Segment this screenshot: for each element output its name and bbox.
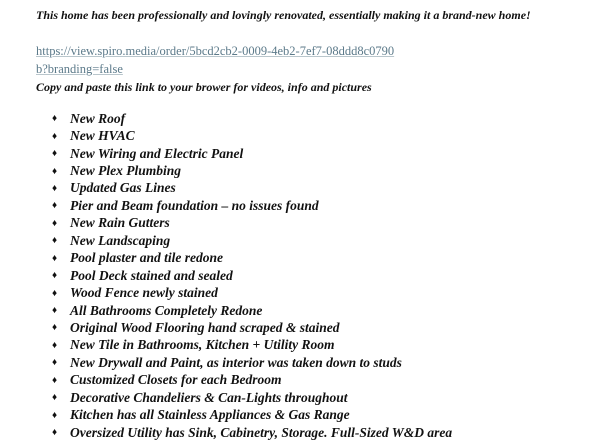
diamond-bullet-icon: ♦ [52,374,58,386]
list-item [52,424,452,441]
list-item [52,284,452,301]
diamond-bullet-icon: ♦ [52,305,58,317]
list-item [52,215,452,232]
feature-text: Wood Fence newly stained [70,285,218,301]
feature-text: New Drywall and Paint, as interior was taken down to studs [70,354,402,370]
feature-text: New Roof [70,110,126,126]
feature-text: Original Wood Flooring hand scraped & stained [70,319,340,335]
diamond-bullet-icon: ♦ [52,287,58,299]
list-item [52,110,452,127]
list-item [52,319,452,336]
diamond-bullet-icon: ♦ [52,409,58,421]
diamond-bullet-icon: ♦ [52,113,58,125]
feature-text: Kitchen has all Stainless Appliances & Gas Range [70,407,350,423]
diamond-bullet-icon: ♦ [52,217,58,229]
list-item [52,197,452,214]
intro-text: This home has been professionally and lovingly renovated, essentially making it a brand-new home! [36,8,531,22]
feature-text: Updated Gas Lines [70,180,176,196]
list-item [52,127,452,144]
feature-text: New HVAC [70,128,135,144]
diamond-bullet-icon: ♦ [52,392,58,404]
list-item [52,389,452,406]
diamond-bullet-icon: ♦ [52,165,58,177]
feature-text: Pool plaster and tile redone [70,250,223,266]
feature-text: Customized Closets for each Bedroom [70,372,282,388]
feature-text: New Wiring and Electric Panel [70,145,244,161]
diamond-bullet-icon: ♦ [52,339,58,351]
list-item [52,337,452,354]
feature-text: New Plex Plumbing [70,163,181,179]
list-item [52,302,452,319]
list-item [52,145,452,162]
feature-text: All Bathrooms Completely Redone [70,302,263,318]
feature-text: New Rain Gutters [70,215,170,231]
list-item [52,372,452,389]
list-item [52,406,452,423]
feature-text: Pool Deck stained and sealed [70,267,233,283]
list-item [52,232,452,249]
list-item [52,162,452,179]
link-instruction: Copy and paste this link to your brower for videos, info and pictures [36,80,372,94]
feature-text: Decorative Chandeliers & Can-Lights throughout [70,389,348,405]
list-item [52,180,452,197]
diamond-bullet-icon: ♦ [52,270,58,282]
diamond-bullet-icon: ♦ [52,322,58,334]
feature-text: Pier and Beam foundation – no issues found [70,197,319,213]
list-item [52,250,452,267]
list-item [52,354,452,371]
property-video-link[interactable]: https://view.spiro.media/order/5bcd2cb2-0009-4eb2-7ef7-08ddd8c0790b?branding=false [36,44,395,76]
feature-text: Oversized Utility has Sink, Cabinetry, Storage. Full-Sized W&D area [70,424,453,440]
diamond-bullet-icon: ♦ [52,130,58,142]
diamond-bullet-icon: ♦ [52,182,58,194]
diamond-bullet-icon: ♦ [52,148,58,160]
diamond-bullet-icon: ♦ [52,252,58,264]
diamond-bullet-icon: ♦ [52,200,58,212]
renovation-features-list [52,110,452,441]
diamond-bullet-icon: ♦ [52,427,58,439]
diamond-bullet-icon: ♦ [52,235,58,247]
feature-text: New Tile in Bathrooms, Kitchen + Utility Room [70,337,335,353]
diamond-bullet-icon: ♦ [52,357,58,369]
list-item [52,267,452,284]
feature-text: New Landscaping [70,232,171,248]
